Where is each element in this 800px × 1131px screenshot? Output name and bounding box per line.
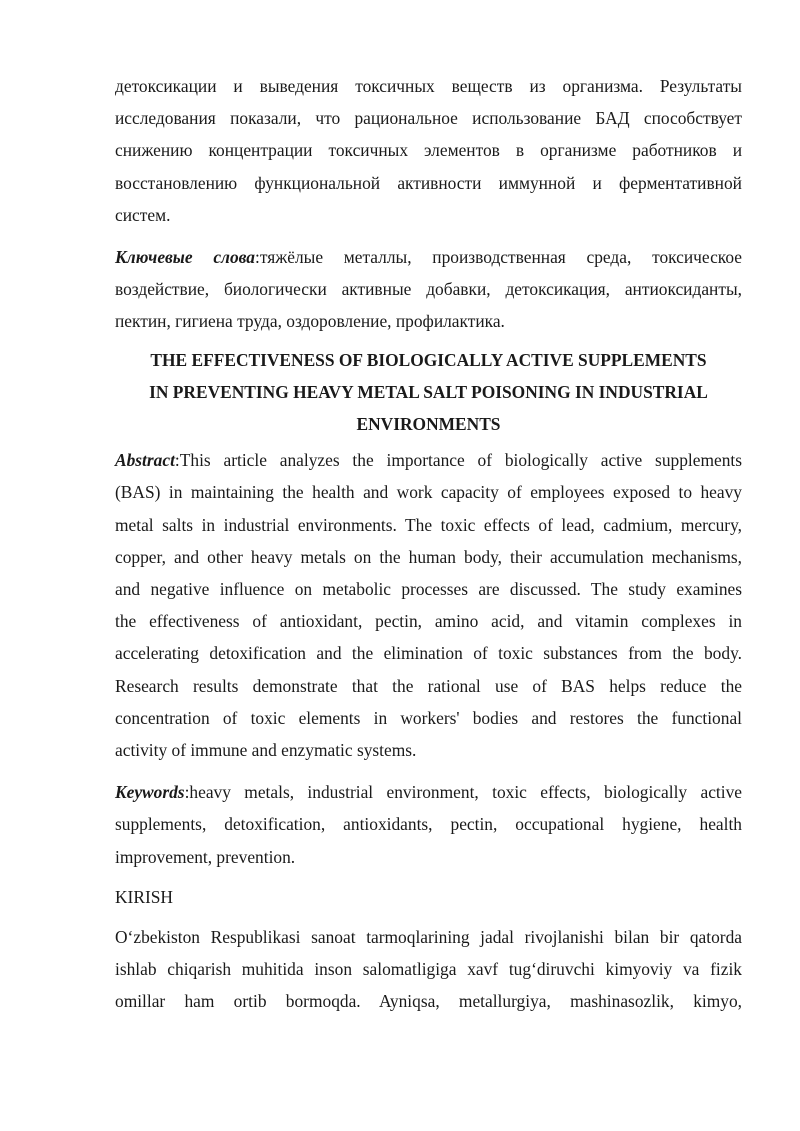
document-page [115,70,742,1018]
text-line: the effectiveness of antioxidant, pectin, amino acid, and vitamin complexes in [115,611,742,632]
keywords-text: :heavy metals, industrial environment, toxic effects, biologically active [184,782,742,803]
text-line: activity of immune and enzymatic systems. [115,740,417,761]
text-line [115,241,742,273]
article-title [115,344,742,441]
text-line: исследования показали, что рациональное использование БАД способствует [115,108,742,129]
section-heading [115,881,742,913]
intro-paragraph [115,921,742,1018]
keywords-label: Keywords [115,782,185,803]
en-keywords-paragraph [115,776,742,873]
text-line: improvement, prevention. [115,846,296,867]
abstract-label: Abstract [115,450,175,471]
text-line: O‘zbekiston Respublikasi sanoat tarmoqlarining jadal rivojlanishi bilan bir qatorda [115,927,742,948]
text-line: and negative influence on metabolic processes are discussed. The study examines [115,579,742,600]
text-line: ishlab chiqarish muhitida inson salomatligiga xavf tug‘diruvchi kimyoviy va fizik [115,959,742,980]
keywords-text: :тяжёлые металлы, производственная среда, токсическое [255,247,742,268]
text-line: снижению концентрации токсичных элементов в организме работников и [115,140,742,161]
text-line: Research results demonstrate that the rational use of BAS helps reduce the [115,675,742,696]
title-line: THE EFFECTIVENESS OF BIOLOGICALLY ACTIVE SUPPLEMENTS [150,349,707,370]
ru-abstract-paragraph [115,70,742,231]
en-abstract-paragraph [115,444,742,766]
text-line: воздействие, биологически активные добавки, детоксикация, антиоксиданты, [115,279,742,300]
keywords-label: Ключевые слова [115,247,256,268]
text-line: copper, and other heavy metals on the human body, their accumulation mechanisms, [115,546,742,567]
text-line: concentration of toxic elements in workers' bodies and restores the functional [115,707,742,728]
text-line [115,444,742,476]
ru-keywords-paragraph [115,241,742,338]
text-line: supplements, detoxification, antioxidants, pectin, occupational hygiene, health [115,814,742,835]
text-line: детоксикации и выведения токсичных веществ из организма. Результаты [115,76,742,96]
text-line: metal salts in industrial environments. The toxic effects of lead, cadmium, mercury, [115,514,742,535]
text-line: accelerating detoxification and the elimination of toxic substances from the body. [115,643,742,664]
section-heading-text: KIRISH [115,886,173,907]
title-line: ENVIRONMENTS [356,414,501,435]
title-line: IN PREVENTING HEAVY METAL SALT POISONING IN INDUSTRIAL [149,381,708,402]
text-line: omillar ham ortib bormoqda. Ayniqsa, metallurgiya, mashinasozlik, kimyo, [115,991,742,1012]
text-line [115,776,742,808]
text-line: систем. [115,204,171,225]
text-line: восстановлению функциональной активности иммунной и ферментативной [115,172,742,193]
text-line: пектин, гигиена труда, оздоровление, профилактика. [115,311,505,332]
abstract-text: :This article analyzes the importance of biologically active supplements [174,450,742,471]
text-line: (BAS) in maintaining the health and work capacity of employees exposed to heavy [115,482,742,503]
